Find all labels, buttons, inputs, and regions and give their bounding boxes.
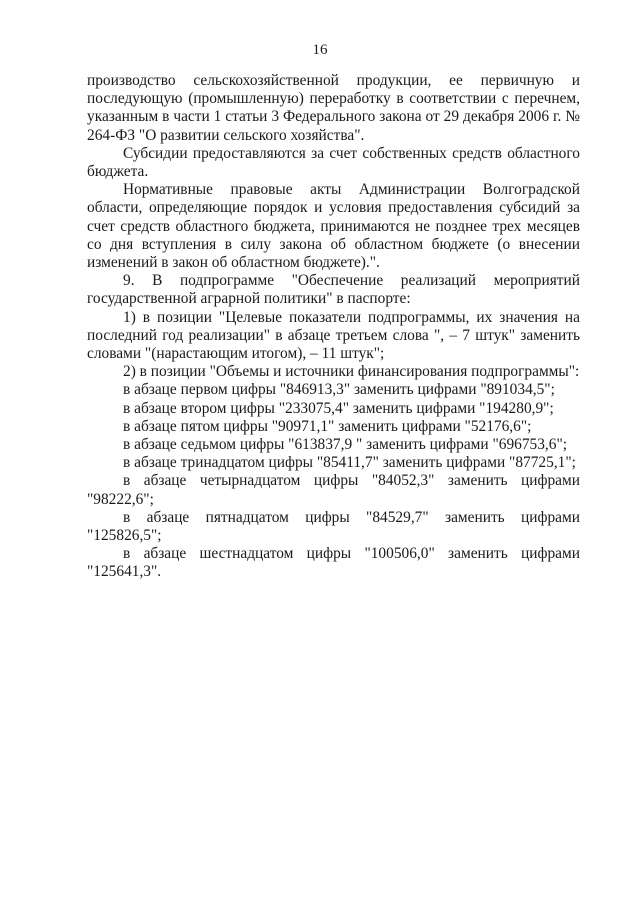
paragraph-subitem-2: 2) в позиции "Объемы и источники финансирования подпрограммы": [123, 363, 580, 381]
paragraph-subsidies: Субсидии предоставляются за счет собственных средств областного бюджета. [87, 144, 580, 181]
paragraph-amend-first: в абзаце первом цифры "846913,3" заменить цифрами "891034,5"; [123, 381, 555, 399]
paragraph-amend-sixteenth: в абзаце шестнадцатом цифры "100506,0" заменить цифрами "125641,3". [87, 545, 580, 581]
paragraph-amend-fifteenth: в абзаце пятнадцатом цифры "84529,7" заменить цифрами "125826,5"; [87, 508, 580, 545]
paragraph-amend-thirteenth: в абзаце тринадцатом цифры "85411,7" заменить цифрами "87725,1"; [123, 454, 576, 472]
paragraph-amend-fifth: в абзаце пятом цифры "90971,1" заменить цифрами "52176,6"; [123, 417, 532, 435]
paragraph-amend-fourteenth: в абзаце четырнадцатом цифры "84052,3" заменить цифрами "98222,6"; [87, 472, 580, 508]
paragraph-continuation: производство сельскохозяйственной продукции, ее первичную и последующую (промышленную) переработку в соответствии с перечнем, указанным в части 1 статьи 3 Федерального закона от 29 декабря 2006 г. № 264-ФЗ "О развитии сельского хозяйства". [87, 72, 580, 144]
paragraph-item-9: 9. В подпрограмме "Обеспечение реализаций мероприятий государственной аграрной политики" в паспорте: [87, 272, 580, 308]
paragraph-amend-seventh: в абзаце седьмом цифры "613837,9 " заменить цифрами "696753,6"; [123, 436, 568, 454]
paragraph-normative-acts: Нормативные правовые акты Администрации Волгоградской области, определяющие порядок и условия предоставления субсидий за счет средств областного бюджета, принимаются не позднее трех месяцев со дня вступления в силу закона об областном бюджете (о внесении изменений в закон об областном бюджете).". [87, 181, 580, 272]
document-body [87, 72, 580, 582]
paragraph-amend-second: в абзаце втором цифры "233075,4" заменить цифрами "194280,9"; [123, 399, 554, 417]
paragraph-subitem-1: 1) в позиции "Целевые показатели подпрограммы, их значения на последний год реализации" в абзаце третьем слова ", – 7 штук" заменить словами "(нарастающим итогом), – 11 штук"; [87, 308, 580, 363]
page-number: 16 [312, 42, 328, 58]
